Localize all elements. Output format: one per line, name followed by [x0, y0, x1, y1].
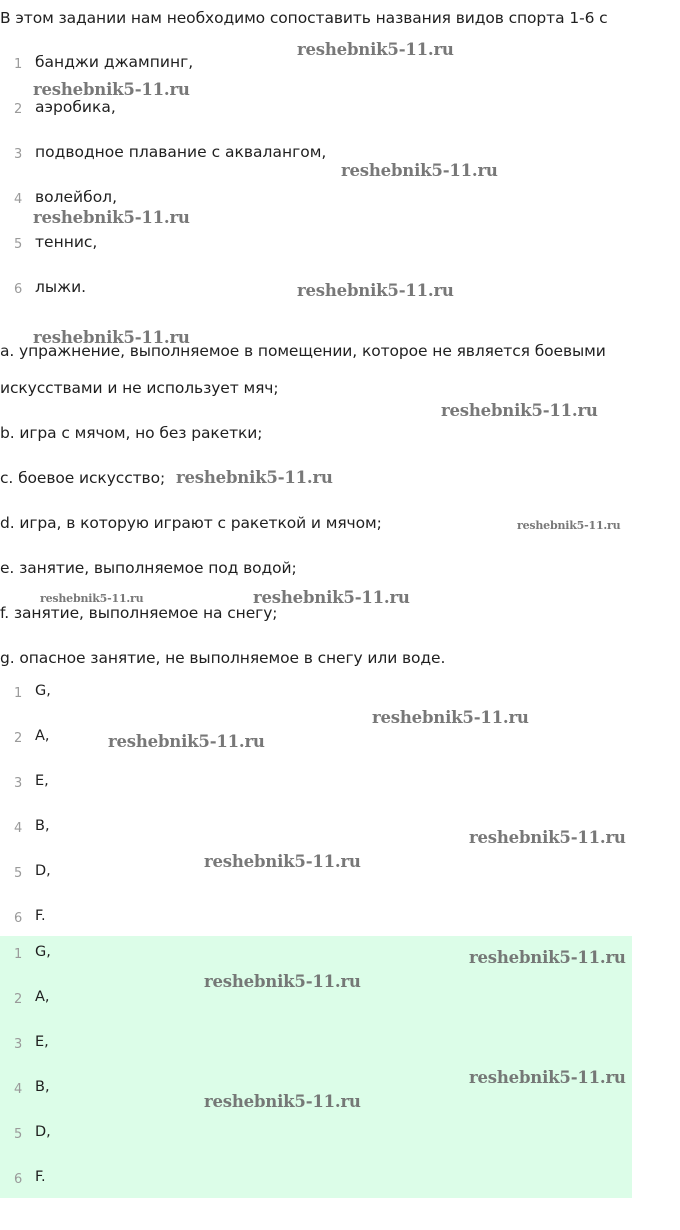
definition-d: d. игра, в которую играют с ракеткой и мячом;: [0, 514, 382, 532]
list-item: A,: [35, 728, 50, 744]
definition-f: f. занятие, выполняемое на снегу;: [0, 604, 278, 622]
definition-g: g. опасное занятие, не выполняемое в снегу или воде.: [0, 649, 446, 667]
list-item: E,: [35, 1034, 49, 1050]
intro-text: В этом задании нам необходимо сопоставить названия видов спорта 1-6 с: [0, 9, 608, 27]
list-number: 3: [14, 776, 23, 791]
list-number: 1: [14, 947, 23, 962]
watermark: reshebnik5-11.ru: [204, 972, 361, 991]
watermark: reshebnik5-11.ru: [469, 828, 626, 847]
list-number: 3: [14, 147, 23, 162]
list-number: 4: [14, 192, 23, 207]
watermark: reshebnik5-11.ru: [176, 468, 333, 487]
list-number: 6: [14, 1172, 23, 1187]
list-number: 2: [14, 731, 23, 746]
watermark: reshebnik5-11.ru: [33, 208, 190, 227]
list-item: теннис,: [35, 233, 98, 251]
watermark: reshebnik5-11.ru: [372, 708, 529, 727]
list-number: 4: [14, 1082, 23, 1097]
watermark: reshebnik5-11.ru: [204, 852, 361, 871]
list-number: 5: [14, 1127, 23, 1142]
list-item: банджи джампинг,: [35, 53, 194, 71]
list-item: лыжи.: [35, 278, 87, 296]
list-item: B,: [35, 818, 50, 834]
definition-c: c. боевое искусство;: [0, 469, 166, 487]
list-item: E,: [35, 773, 49, 789]
watermark: reshebnik5-11.ru: [108, 732, 265, 751]
list-number: 1: [14, 686, 23, 701]
watermark: reshebnik5-11.ru: [33, 80, 190, 99]
list-item: D,: [35, 1124, 51, 1140]
list-item: D,: [35, 863, 51, 879]
list-item: G,: [35, 683, 51, 699]
list-item: подводное плавание с аквалангом,: [35, 143, 327, 161]
list-item: F.: [35, 1169, 46, 1185]
watermark: reshebnik5-11.ru: [33, 328, 190, 347]
watermark: reshebnik5-11.ru: [204, 1092, 361, 1111]
watermark: reshebnik5-11.ru: [341, 161, 498, 180]
definition-a-line1: a. упражнение, выполняемое в помещении, которое не является боевыми: [0, 342, 606, 360]
watermark: reshebnik5-11.ru: [297, 40, 454, 59]
watermark: reshebnik5-11.ru: [469, 948, 626, 967]
watermark: reshebnik5-11.ru: [441, 401, 598, 420]
list-number: 1: [14, 57, 23, 72]
definition-b: b. игра с мячом, но без ракетки;: [0, 424, 263, 442]
list-number: 2: [14, 102, 23, 117]
definition-e: e. занятие, выполняемое под водой;: [0, 559, 297, 577]
definition-a-line2: искусствами и не использует мяч;: [0, 379, 279, 397]
list-number: 4: [14, 821, 23, 836]
list-item: волейбол,: [35, 188, 118, 206]
list-number: 6: [14, 282, 23, 297]
list-item: A,: [35, 989, 50, 1005]
watermark: reshebnik5-11.ru: [253, 588, 410, 607]
list-number: 5: [14, 237, 23, 252]
list-item: F.: [35, 908, 46, 924]
list-item: аэробика,: [35, 98, 116, 116]
list-number: 2: [14, 992, 23, 1007]
watermark: reshebnik5-11.ru: [297, 281, 454, 300]
list-number: 6: [14, 911, 23, 926]
list-number: 5: [14, 866, 23, 881]
watermark: reshebnik5-11.ru: [517, 519, 621, 532]
watermark: reshebnik5-11.ru: [40, 592, 144, 605]
list-number: 3: [14, 1037, 23, 1052]
list-item: G,: [35, 944, 51, 960]
watermark: reshebnik5-11.ru: [469, 1068, 626, 1087]
list-item: B,: [35, 1079, 50, 1095]
